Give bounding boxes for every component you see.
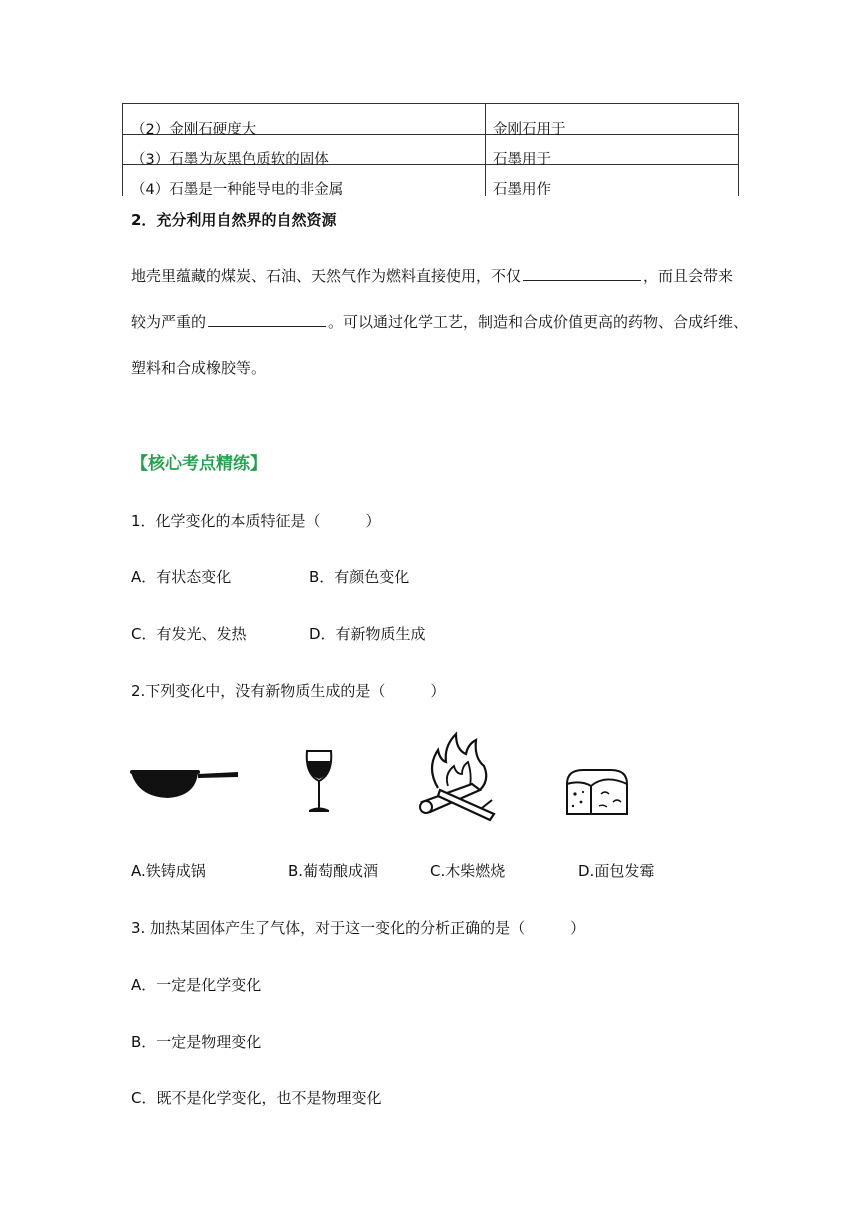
option-c[interactable]: C.木柴燃烧 [430,862,506,880]
question-stem: 2.下列变化中，没有新物质生成的是（ ） [131,682,446,700]
fill-blank[interactable] [208,312,326,327]
question-stem: 1．化学变化的本质特征是（ ） [131,512,381,530]
table-cell-property: （3）石墨为灰黑色质软的固体 [131,152,329,168]
table-cell-use: 石墨用作 [493,182,551,196]
text-span: 地壳里蕴藏的煤炭、石油、天然气作为燃料直接使用，不仅 [131,267,522,285]
bread-icon [561,764,631,820]
option-d[interactable]: D.面包发霉 [578,862,655,880]
section-heading: 2．充分利用自然界的自然资源 [131,211,337,229]
frying-pan-icon [128,760,242,806]
option-c[interactable]: C．有发光、发热 [131,625,247,643]
table-column-divider [485,104,486,196]
option-a[interactable]: A．有状态变化 [131,568,232,586]
option-b[interactable]: B.葡萄酿成酒 [288,862,379,880]
burning-wood-icon [410,728,506,824]
paragraph-line: 塑料和合成橡胶等。 [131,359,267,377]
practice-heading: 【核心考点精练】 [131,454,267,474]
question-stem: 3. 加热某固体产生了气体，对于这一变化的分析正确的是（ ） [131,919,586,937]
table-cell-use: 石墨用于 [493,152,551,168]
option-c[interactable]: C．既不是化学变化，也不是物理变化 [131,1089,382,1107]
option-a[interactable]: A．一定是化学变化 [131,976,262,994]
text-span: 。可以通过化学工艺，制造和合成价值更高的药物、合成纤维、 [328,313,749,331]
table-cell-property: （2）金刚石硬度大 [131,122,257,138]
option-b[interactable]: B．一定是物理变化 [131,1033,262,1051]
option-d[interactable]: D．有新物质生成 [309,625,426,643]
paragraph-line [131,311,748,332]
properties-uses-table [122,103,739,196]
text-span: ，而且会带来 [643,267,734,285]
text-span: 较为严重的 [131,313,207,331]
option-b[interactable]: B．有颜色变化 [309,568,410,586]
option-a[interactable]: A.铁铸成锅 [131,862,206,880]
fill-blank[interactable] [523,266,641,281]
paragraph-line [131,265,733,286]
table-cell-property: （4）石墨是一种能导电的非金属 [131,182,344,196]
table-cell-use: 金刚石用于 [493,122,566,138]
wine-glass-icon [302,748,336,816]
